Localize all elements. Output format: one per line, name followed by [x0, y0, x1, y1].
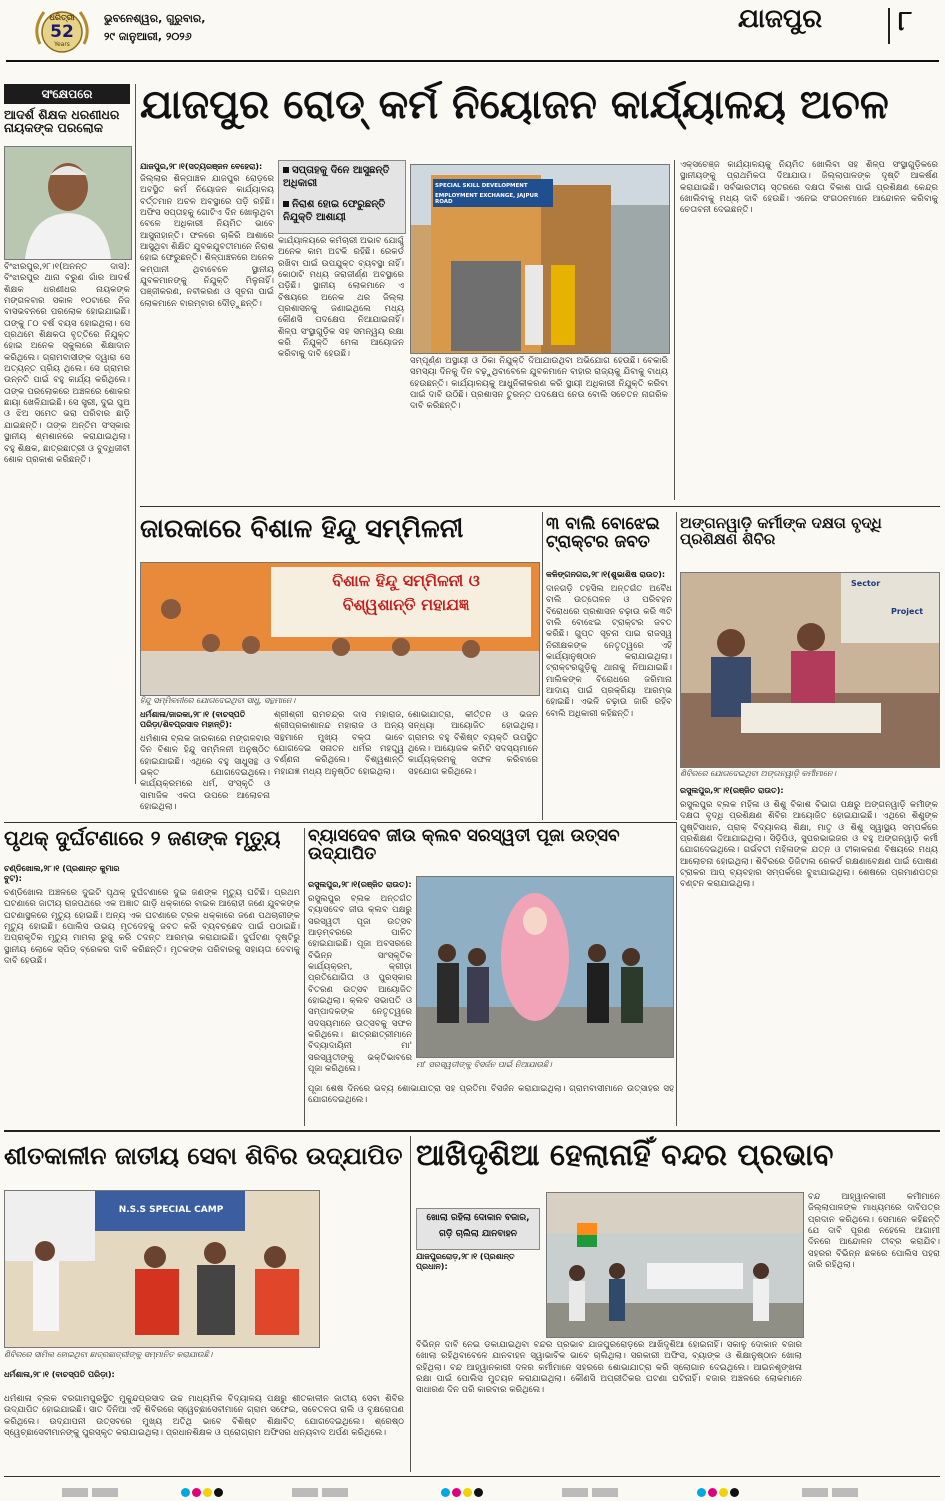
- obituary-photo: [4, 146, 132, 260]
- sammilani-body-col1: ଧର୍ମଶାଳା ବ୍ଲକ ଜାରକାରେ ମଙ୍ଗଳବାର ଦିନ ବିଶାଳ ହିନ୍ଦୁ ସମ୍ମିଳନୀ ଅନୁଷ୍ଠିତ ହୋଇଯାଇଛି। ଏଥିରେ ବହୁ ସାଧୁସନ୍ଥ ଓ ଭକ୍ତ ଯୋଗଦେଇଥିଲେ। କାର୍ଯ୍ୟକ୍ରମରେ ଧର୍ମ, ସଂସ୍କୃତି ଓ ସାମାଜିକ ଏକତା ଉପରେ ଆଲୋଚନା ହୋଇଥିଲା।: [140, 734, 270, 813]
- masthead: [0, 0, 945, 60]
- tractor-headline: ୩ ବାଲି ବୋଝେଇ ଟ୍ରାକ୍ଟର ଜବତ: [546, 514, 660, 552]
- years-label: Years: [54, 41, 70, 48]
- nss-headline: ଶୀତକାଳୀନ ଜାତୀୟ ସେବା ଶିବିର ଉଦ୍ଯାପିତ: [4, 1142, 403, 1170]
- bandh-subhead-box: [416, 1208, 540, 1250]
- anganwadi-photo-label-2: Project: [891, 607, 924, 616]
- puja-body-2: ପୂଜା ଶେଷ ଦିନରେ ଭବ୍ୟ ଶୋଭାଯାତ୍ରା ସହ ପ୍ରତିମା ବିସର୍ଜନ କରାଯାଇଥିଲା। ଗ୍ରାମବାସୀମାନେ ଉତ୍ସାହର ସହ ଯୋଗଦେଇଥିଲେ।: [308, 1084, 674, 1106]
- bandh-byline: ଯାଜପୁରରୋଡ଼,୨୮।୧ (ପ୍ରଶାନ୍ତ ପ୍ରଧାନ):: [416, 1252, 515, 1271]
- tractor-body: ଦାନଗଡ଼ି ତହସିଲ ଅନ୍ତର୍ଗତ ଅବୈଧ ବାଲି ଉତ୍ତୋଳନ ଓ ପରିବହନ ବିରୋଧରେ ପ୍ରଶାସନ ଚଢ଼ାଉ କରି ୩ଟି ବାଲି ବୋଝେଇ ଟ୍ରାକ୍ଟର ଜବତ କରିଛି। ଗୁପ୍ତ ସୂଚନା ପାଇ ରାଜସ୍ୱ ନିରୀକ୍ଷକଙ୍କ ନେତୃତ୍ୱରେ ଏହି କାର୍ଯ୍ୟାନୁଷ୍ଠାନ କରାଯାଇଥିଲା। ଟ୍ରାକ୍ଟରଗୁଡ଼ିକୁ ଥାନାକୁ ନିଆଯାଇଛି। ମାଲିକଙ୍କ ବିରୋଧରେ ଜରିମାନା ଆଦାୟ ପାଇଁ ପ୍ରକ୍ରିୟା ଆରମ୍ଭ ହୋଇଛି। ଏଭଳି ଚଢ଼ାଉ ଜାରି ରହିବ ବୋଲି ଅଧିକାରୀ କହିଛନ୍ତି।: [546, 584, 672, 719]
- puja-caption: ମା' ସରସ୍ୱତୀଙ୍କୁ ବିସର୍ଜନ ପାଇଁ ନିଆଯାଉଛି।: [416, 1060, 552, 1069]
- office-sign-line1: SPECIAL SKILL DEVELOPMENT: [435, 183, 528, 189]
- brief-headline: ଆଦର୍ଶ ଶିକ୍ଷକ ଧରଣୀଧର ନାୟକଙ୍କ ପରଲୋକ: [4, 107, 120, 136]
- column-rule: [674, 160, 675, 500]
- section-rule: [4, 822, 676, 823]
- anganwadi-body: ରସୁଲପୁର ବ୍ଲକ ମହିଳା ଓ ଶିଶୁ ବିକାଶ ବିଭାଗ ପକ୍ଷରୁ ଅଙ୍ଗନୱାଡ଼ି କର୍ମୀଙ୍କ ଦକ୍ଷତା ବୃଦ୍ଧି ପ୍ରଶିକ୍ଷଣ ଶିବିର ଆୟୋଜିତ ହୋଇଯାଇଛି। ଏଥିରେ ଶିଶୁଙ୍କ ପୁଷ୍ଟିସାଧନ, ପ୍ରାକ୍ ବିଦ୍ୟାଳୟ ଶିକ୍ଷା, ମାତୃ ଓ ଶିଶୁ ସ୍ୱାସ୍ଥ୍ୟ ସମ୍ପର୍କରେ ପ୍ରଶିକ୍ଷଣ ଦିଆଯାଇଥିଲା। ସିଡ଼ିପିଓ, ସୁପରଭାଇଜର ଓ ବହୁ ଅଙ୍ଗନୱାଡ଼ି କର୍ମୀ ଯୋଗଦେଇଥିଲେ। ଗର୍ଭବତୀ ମହିଳାଙ୍କ ଯତ୍ନ ଓ ଟୀକାକରଣ ବିଷୟରେ ମଧ୍ୟ ଆଲୋଚନା ହୋଇଥିଲା। ଶିବିରରେ ଡିଜିଟାଲ ରେକର୍ଡ ରକ୍ଷଣାବେକ୍ଷଣ ପାଇଁ ପୋଷଣ ଟ୍ରାକର ଆପ୍ ବ୍ୟବହାର ସମ୍ପର୍କରେ ବୁଝାଯାଇଥିଲା। ଶେଷରେ ପ୍ରମାଣପତ୍ର ବଣ୍ଟନ କରାଯାଇଥିଲା।: [680, 800, 938, 890]
- dateline-2: ୨୯ ଜାନୁଆରୀ, ୨୦୨୬: [104, 30, 192, 43]
- saraswati-idol-photo: [416, 876, 674, 1058]
- gray-bar-marks: [560, 1482, 620, 1501]
- lead-body-col1: ଜିଲ୍ଲାର ଶିଳ୍ପାଞ୍ଚଳ ଯାଜପୁର ରୋଡ଼ରେ ଅବସ୍ଥିତ କର୍ମ ନିୟୋଜନ କାର୍ଯ୍ୟାଳୟ ବର୍ତ୍ତମାନ ଅଚଳ ଅବସ୍ଥାରେ ପଡ଼ି ରହିଛି। ଅଫିସ ସପ୍ତାହକୁ ଗୋଟିଏ ଦିନ ଖୋଲୁଥିବା ବେଳେ ଅଧିକାରୀ ନିୟମିତ ଭାବେ ଆସୁନାହାନ୍ତି। ଫଳରେ ଚାକିରି ଆଶାରେ ଆସୁଥିବା ଶିକ୍ଷିତ ଯୁବକଯୁବତୀମାନେ ନିରାଶ ହୋଇ ଫେରୁଛନ୍ତି। ଶିଳ୍ପାଞ୍ଚଳରେ ଅନେକ କମ୍ପାନୀ ଥିବାବେଳେ ସ୍ଥାନୀୟ ଯୁବକମାନଙ୍କୁ ନିଯୁକ୍ତି ମିଳୁନାହିଁ। ପଞ୍ଜୀକରଣ, ନବୀକରଣ ଓ ସୂଚନା ପାଇଁ ଲୋକମାନେ ବାରମ୍ବାର ଦୌଡ଼ୁଛନ୍ତି।: [140, 174, 274, 309]
- years-number: 52: [50, 22, 74, 42]
- bandh-rally-photo: [546, 1192, 804, 1338]
- cmyk-dots-icon: [440, 1482, 484, 1501]
- section-title: ଯାଜପୁର: [738, 4, 823, 34]
- puja-headline: ବ୍ୟାସଦେବ ଜୀଉ କ୍ଲବ ସରସ୍ୱତୀ ପୂଜା ଉତ୍ସବ ଉଦ୍ଯାପିତ: [308, 826, 620, 864]
- bullet-square-icon: [283, 167, 289, 173]
- highlight-item-2: [283, 199, 401, 224]
- anganwadi-headline: ଅଙ୍ଗନୱାଡ଼ି କର୍ମୀଙ୍କ ଦକ୍ଷତା ବୃଦ୍ଧି ପ୍ରଶିକ୍ଷଣ ଶିବିର: [680, 514, 882, 548]
- sammilani-body-col2: ଶ୍ରୀଶ୍ରୀ ରାମଚନ୍ଦ୍ର ଦାସ ମହାରାଜ, ଶ୍ରୀପ୍ରକାଶାନନ୍ଦ ମହାରାଜ ଓ ଅନ୍ୟ ସନ୍ଥମାନେ ମୁଖ୍ୟ ବକ୍ତା ଭାବେ ଯୋଗଦେଇ ସନାତନ ଧର୍ମର ମହତ୍ତ୍ୱ ବର୍ଣ୍ଣନା କରିଥିଲେ। ବିଶ୍ୱଶାନ୍ତି ମହାଯଜ୍ଞ ମଧ୍ୟ ଅନୁଷ୍ଠିତ ହୋଇଥିଲା।: [274, 710, 404, 777]
- accident-byline: ଚଣ୍ଡିଖୋଲ,୨୮।୧ (ପ୍ରଶାନ୍ତ କୁମାର ବୁଟ):: [4, 864, 120, 883]
- bullet-square-icon: [283, 201, 289, 207]
- dateline-1: ଭୁବନେଶ୍ୱର, ଗୁରୁବାର,: [104, 12, 206, 25]
- brief-body: ବିଂଝାରପୁର,୨୮।୧(ଅନନ୍ତ ଦାସ): ବିଂଝାରପୁର ଥାନା ବରୁଣ ଗାଁର ଆଦର୍ଶ ଶିକ୍ଷକ ଧରଣୀଧର ନାୟକଙ୍କ ମଙ୍ଗଳବାର ସକାଳ ୧୦ଟାରେ ନିଜ ବାସଭବନରେ ପରଲୋକ ହୋଇଯାଇଛି। ତାଙ୍କୁ ୮୦ ବର୍ଷ ବୟସ ହୋଇଥିଲା। ସେ ପ୍ରଥମେ ଶିକ୍ଷକତା ବୃତ୍ତିରେ ନିଯୁକ୍ତ ହୋଇ ଅନେକ ସ୍କୁଲରେ ଶିକ୍ଷାଦାନ କରିଥିଲେ। ଗ୍ରାମବାସୀଙ୍କ ଦ୍ୱାରା ସେ ଅତ୍ୟନ୍ତ ପ୍ରିୟ ଥିଲେ। ସେ ଗ୍ରାମର ଉନ୍ନତି ପାଇଁ ବହୁ କାର୍ଯ୍ୟ କରିଥିଲେ। ତାଙ୍କ ପରଲୋକରେ ଅଞ୍ଚଳରେ ଶୋକର ଛାୟା ଖେଳିଯାଇଛି। ସେ ସ୍ତ୍ରୀ, ଦୁଇ ପୁଅ ଓ ଝିଅ ସମେତ ଭରା ପରିବାର ଛାଡ଼ି ଯାଇଛନ୍ତି। ତାଙ୍କ ଅନ୍ତିମ ସଂସ୍କାର ସ୍ଥାନୀୟ ଶ୍ମଶାନରେ କରାଯାଇଥିଲା। ବହୁ ଶିକ୍ଷକ, ଛାତ୍ରଛାତ୍ରୀ ଓ ବୁଦ୍ଧିଜୀବୀ ଶୋକ ପ୍ରକାଶ କରିଛନ୍ତି।: [4, 262, 130, 465]
- masthead-rule: [6, 60, 939, 62]
- column-rule: [304, 828, 305, 1126]
- lead-body-col4: ଏକ୍ସଚେଞ୍ଜ କାର୍ଯ୍ୟାଳୟକୁ ନିୟମିତ ଖୋଲିବା ସହ ଶିଳ୍ପ ସଂସ୍ଥାଗୁଡ଼ିକରେ ସ୍ଥାନୀୟଙ୍କୁ ପ୍ରାଥମିକତା ଦିଆଯାଉ। ଜିଲ୍ଲାପାଳଙ୍କ ଦୃଷ୍ଟି ଆକର୍ଷଣ କରାଯାଇଛି। ସର୍ବଭାରତୀୟ ସ୍ତରରେ ଦକ୍ଷତା ବିକାଶ ପାଇଁ ପ୍ରଶିକ୍ଷଣ କେନ୍ଦ୍ର ଖୋଲିବାକୁ ମଧ୍ୟ ଦାବି ହେଉଛି। ଏନେଇ ସଂଗଠନମାନେ ଆନ୍ଦୋଳନ କରିବାକୁ ଚେତାବନୀ ଦେଇଛନ୍ତି।: [680, 160, 938, 216]
- employment-office-photo: [410, 164, 670, 354]
- footer-rule: [4, 1476, 940, 1477]
- anganwadi-photo: [680, 572, 940, 768]
- anganwadi-caption: ଶିବିରରେ ଯୋଗଦେଇଥିବା ଅଙ୍ଗନୱାଡ଼ି କର୍ମୀମାନେ।: [680, 769, 836, 778]
- lead-body-col3: ସମ୍ପୂର୍ଣ୍ଣ ଅସ୍ଥାୟୀ ଓ ଠିକା ନିଯୁକ୍ତି ଦିଆଯାଉଥିବା ଅଭିଯୋଗ ହେଉଛି। ବେକାରି ସମସ୍ୟା ଦିନକୁ ଦିନ ବଢ଼ୁଥିବାବେଳେ ଯୁବକମାନେ ବାହାର ରାଜ୍ୟକୁ ଯିବାକୁ ବାଧ୍ୟ ହେଉଛନ୍ତି। କାର୍ଯ୍ୟାଳୟକୁ ଆଧୁନିକୀକରଣ କରି ସ୍ଥାୟୀ ଅଧିକାରୀ ନିଯୁକ୍ତି କରିବା ପାଇଁ ଦାବି ଉଠିଛି। ପ୍ରଶାସନ ତୁରନ୍ତ ପଦକ୍ଷେପ ନେଉ ବୋଲି ସଚେତନ ନାଗରିକ ଦାବି କରିଛନ୍ତି।: [410, 356, 668, 412]
- publication-logo: [30, 4, 94, 56]
- print-registration-marks: [0, 1482, 945, 1494]
- sammilani-banner-1: ବିଶାଳ ହିନ୍ଦୁ ସମ୍ମିଳନୀ ଓ: [332, 571, 480, 590]
- column-rule: [676, 512, 677, 820]
- lead-headline: ଯାଜପୁର ରୋଡ୍ କର୍ମ ନିୟୋଜନ କାର୍ଯ୍ୟାଳୟ ଅଚଳ: [140, 82, 889, 128]
- column-rule: [135, 84, 136, 784]
- nss-caption: ଶିବିରରେ ସାମିଲ ହୋଇଥିବା ଛାତ୍ରଛାତ୍ରୀଙ୍କୁ ସମ୍ମାନିତ କରାଯାଉଛି।: [4, 1350, 213, 1359]
- accident-headline: ପୃଥକ୍ ଦୁର୍ଘଟଣାରେ ୨ ଜଣଙ୍କ ମୃତ୍ୟୁ: [4, 826, 281, 850]
- sammilani-headline: ଜାରକାରେ ବିଶାଳ ହିନ୍ଦୁ ସମ୍ମିଳନୀ: [140, 514, 464, 544]
- cmyk-dots-icon: [180, 1482, 224, 1501]
- column-rule: [410, 1136, 411, 1472]
- sammilani-caption: ହିନ୍ଦୁ ସମ୍ମିଳନୀରେ ଯୋଗଦେଇଥିବା ସାଧୁ, ସନ୍ଥମାନେ।: [140, 696, 296, 705]
- bandh-subhead-2: ଗଡ଼ି ଚାଲିଲା ଯାନବାହନ: [438, 1229, 517, 1239]
- puja-body: ରସୁଲପୁର ବ୍ଲକ ଅନ୍ତର୍ଗତ ବ୍ୟାସଦେବ ଜୀଉ କ୍ଲବ ପକ୍ଷରୁ ସରସ୍ୱତୀ ପୂଜା ଉତ୍ସବ ଆଡ଼ମ୍ବରରେ ପାଳିତ ହୋଇଯାଇଛି। ପୂଜା ଅବସରରେ ବିଭିନ୍ନ ସାଂସ୍କୃତିକ କାର୍ଯ୍ୟକ୍ରମ, କ୍ରୀଡ଼ା ପ୍ରତିଯୋଗିତା ଓ ପୁରସ୍କାର ବିତରଣ ଉତ୍ସବ ଆୟୋଜିତ ହୋଇଥିଲା। କ୍ଲବ ସଭାପତି ଓ ସମ୍ପାଦକଙ୍କ ନେତୃତ୍ୱରେ ସଦସ୍ୟମାନେ ଉତ୍ସବକୁ ସଫଳ କରିଥିଲେ। ଛାତ୍ରଛାତ୍ରୀମାନେ ବିଦ୍ୟାଦାୟିନୀ ମା' ସରସ୍ୱତୀଙ୍କୁ ଭକ୍ତିଭାବରେ ପୂଜା କରିଥିଲେ।: [308, 894, 412, 1075]
- highlight-text-1: ସପ୍ତାହକୁ ଦିନେ ଆସୁଛନ୍ତି ଅଧିକାରୀ: [283, 165, 390, 189]
- lead-highlight-box: [278, 160, 406, 234]
- page-number: ୮: [898, 4, 913, 37]
- gray-bar-marks: [290, 1482, 350, 1501]
- brief-tag: ସଂକ୍ଷେପରେ: [4, 84, 130, 104]
- masthead-divider: [888, 8, 890, 44]
- cmyk-dots-icon: [696, 1482, 740, 1501]
- sammilani-byline: ଧର୍ମଶାଳା/ଜାରକା,୨୮।୧ (ବାଚସ୍ପତି ପରିଡ଼ା/ଶିବପ୍ରସାଦ ମହାନ୍ତି):: [140, 710, 246, 729]
- bandh-headline: ଆଖିଦୃଶିଆ ହେଲାନାହିଁ ବନ୍ଦର ପ୍ରଭାବ: [416, 1138, 834, 1173]
- section-rule: [140, 506, 940, 507]
- sammilani-photo: [140, 562, 540, 696]
- highlight-item-1: [283, 165, 401, 190]
- highlight-text-2: ନିରାଶ ହୋଇ ଫେରୁଛନ୍ତି ନିଯୁକ୍ତି ଆଶାୟୀ: [283, 199, 386, 223]
- accident-body: ଚଣ୍ଡିଖୋଲ ଅଞ୍ଚଳରେ ଦୁଇଟି ପୃଥକ୍ ଦୁର୍ଘଟଣାରେ ଦୁଇ ଜଣଙ୍କ ମୃତ୍ୟୁ ଘଟିଛି। ପ୍ରଥମ ଘଟଣାରେ ଜାତୀୟ ରାଜପଥରେ ଏକ ଅଜ୍ଞାତ ଗାଡ଼ି ଧକ୍କାରେ ବାଇକ ଆରୋହୀ ଜଣେ ଯୁବକଙ୍କ ଘଟଣାସ୍ଥଳରେ ମୃତ୍ୟୁ ହୋଇଛି। ଅନ୍ୟ ଏକ ଘଟଣାରେ ଟ୍ରକ ଧକ୍କାରେ ଜଣେ ପଥଚାରୀଙ୍କ ମୃତ୍ୟୁ ହୋଇଛି। ପୋଲିସ ଉଭୟ ମୃତଦେହକୁ ଜବତ କରି ବ୍ୟବଚ୍ଛେଦ ପାଇଁ ପଠାଇଛି। ଅପ୍ରାକୃତିକ ମୃତ୍ୟୁ ମାମଲା ରୁଜୁ କରି ତଦନ୍ତ ଆରମ୍ଭ କରାଯାଇଛି। ଦୁର୍ଘଟଣା ଦୃଷ୍ଟିରୁ ସ୍ଥାନୀୟ ଲୋକେ ସ୍ପିଡ୍ ବ୍ରେକର ଦାବି କରିଛନ୍ତି। ମୃତକଙ୍କ ପରିବାରକୁ ସହାୟତା ଦେବାକୁ ଦାବି ହେଉଛି।: [4, 888, 300, 967]
- anganwadi-photo-label-1: Sector: [851, 579, 881, 588]
- gray-bar-marks: [800, 1482, 860, 1501]
- lead-body-col2: କାର୍ଯ୍ୟାଳୟରେ କର୍ମଚାରୀ ଅଭାବ ଯୋଗୁଁ ଅନେକ କାମ ଅଟକି ରହିଛି। ରେକର୍ଡ ରଖିବା ପାଇଁ ଉପଯୁକ୍ତ ବ୍ୟବସ୍ଥା ନାହିଁ। କୋଠାଟି ମଧ୍ୟ ଜରାଜୀର୍ଣ୍ଣ ଅବସ୍ଥାରେ ପଡ଼ିଛି। ସ୍ଥାନୀୟ ଲୋକମାନେ ଏ ବିଷୟରେ ଅନେକ ଥର ଜିଲ୍ଲା ପ୍ରଶାସନକୁ ଜଣାଇଥିଲେ ମଧ୍ୟ କୌଣସି ପଦକ୍ଷେପ ନିଆଯାଇନାହିଁ। ଶିଳ୍ପ ସଂସ୍ଥାଗୁଡ଼ିକ ସହ ସମନ୍ୱୟ ରକ୍ଷା କରି ନିଯୁକ୍ତି ମେଳା ଆୟୋଜନ କରିବାକୁ ଦାବି ହେଉଛି।: [278, 236, 404, 360]
- nss-body: ଧର୍ମଶାଳା ବ୍ଲକ ବରଗାମପୁରସ୍ଥିତ ମୁକୁନ୍ଦପ୍ରସାଦ ଉଚ୍ଚ ମାଧ୍ୟମିକ ବିଦ୍ୟାଳୟ ପକ୍ଷରୁ ଶୀତକାଳୀନ ଜାତୀୟ ସେବା ଶିବିର ଉଦ୍ଯାପିତ ହୋଇଯାଇଛି। ସାତ ଦିନିଆ ଏହି ଶିବିରରେ ସ୍ୱେଚ୍ଛାସେବୀମାନେ ଗ୍ରାମ ସଫେଇ, ସଚେତନତା ରାଲି ଓ ବୃକ୍ଷରୋପଣ କରିଥିଲେ। ଉଦ୍ଯାପନୀ ଉତ୍ସବରେ ମୁଖ୍ୟ ଅତିଥି ଭାବେ ବିଶିଷ୍ଟ ଶିକ୍ଷାବିତ୍ ଯୋଗଦେଇଥିଲେ। ଶ୍ରେଷ୍ଠ ସ୍ୱେଚ୍ଛାସେବୀମାନଙ୍କୁ ପୁରସ୍କୃତ କରାଯାଇଥିଲା। ପ୍ରଧାନଶିକ୍ଷକ ଓ ପ୍ରୋଗ୍ରାମ ଅଫିସର ଧନ୍ୟବାଦ ଅର୍ପଣ କରିଥିଲେ।: [4, 1394, 404, 1439]
- nss-camp-photo: [4, 1190, 320, 1348]
- bandh-body: ବିଭିନ୍ନ ଦାବି ନେଇ ଡକାଯାଇଥିବା ବନ୍ଦର ପ୍ରଭାବ ଯାଜପୁରରୋଡ଼ରେ ଆଖିଦୃଶିଆ ହୋଇନାହିଁ। ସକାଳୁ ଦୋକାନ ବଜାର ଖୋଲା ରହିଥିବାବେଳେ ଯାନବାହନ ସ୍ୱାଭାବିକ ଭାବେ ଚାଲିଥିଲା। ସରକାରୀ ଅଫିସ, ବ୍ୟାଙ୍କ ଓ ଶିକ୍ଷାନୁଷ୍ଠାନ ଖୋଲା ରହିଥିଲା। ବନ୍ଦ ଆହ୍ୱାନକାରୀ ଦଳର କର୍ମୀମାନେ ସହରରେ ଶୋଭାଯାତ୍ରା କରି ସ୍ଲୋଗାନ ଦେଇଥିଲେ। ଆଇନଶୃଙ୍ଖଳା ରକ୍ଷା ପାଇଁ ପୋଲିସ ମୁତୟନ କରାଯାଇଥିଲା। କୌଣସି ଅପ୍ରୀତିକର ଘଟଣା ଘଟିନାହିଁ। ବଜାର ଅଞ୍ଚଳରେ ଲୋକମାନେ ସାଧାରଣ ଦିନ ପରି କାରବାର କରିଥିଲେ।: [416, 1340, 802, 1396]
- column-rule: [542, 512, 543, 820]
- tractor-byline: କଳିଙ୍ଗନଗର,୨୮।୧(ଶୁଭାଶିଷ ରାଉତ):: [546, 570, 666, 579]
- nss-banner: N.S.S SPECIAL CAMP: [118, 1205, 224, 1215]
- sammilani-banner-2: ବିଶ୍ୱଶାନ୍ତି ମହାଯଜ୍ଞ: [342, 595, 470, 614]
- nss-byline: ଧର୍ମଶାଳା,୨୮।୧ (ବାଚସ୍ପତି ପରିଡ଼ା):: [4, 1370, 115, 1379]
- puja-byline: ରସୁଲପୁର,୨୮।୧(ରଞ୍ଜିତ ରାଉତ):: [308, 880, 412, 889]
- office-sign-line2: EMPLOYMENT EXCHANGE, JAJPUR ROAD: [435, 193, 539, 205]
- section-rule: [4, 1130, 940, 1132]
- bandh-subhead-1: ଖୋଲା ରହିଲା ଦୋକାନ ବଜାର,: [426, 1213, 530, 1223]
- sammilani-body-col3: ଶୋଭାଯାତ୍ରା, କୀର୍ତ୍ତନ ଓ ଭଜନ ସନ୍ଧ୍ୟା ଆୟୋଜିତ ହୋଇଥିଲା। ଗ୍ରାମର ବହୁ ବିଶିଷ୍ଟ ବ୍ୟକ୍ତି ଉପସ୍ଥିତ ଥିଲେ। ଆୟୋଜକ କମିଟି ସଦସ୍ୟମାନେ କାର୍ଯ୍ୟକ୍ରମକୁ ସଫଳ କରିବାରେ ସହଯୋଗ କରିଥିଲେ।: [408, 710, 538, 777]
- lead-byline: ଯାଜପୁର,୨୮।୧(ସତ୍ୟରଞ୍ଜନ ବେହେରା):: [140, 162, 263, 171]
- column-rule: [676, 822, 677, 1126]
- anganwadi-byline: ରସୁଲପୁର,୨୮।୧(ରଞ୍ଜିତ ରାଉତ):: [680, 786, 784, 795]
- bandh-body-2: ବନ୍ଦ ଆହ୍ୱାନକାରୀ କର୍ମୀମାନେ ଜିଲ୍ଲାପାଳଙ୍କ ମାଧ୍ୟମରେ ଦାବିପତ୍ର ପ୍ରଦାନ କରିଥିଲେ। ସେମାନେ କହିଛନ୍ତି ଯେ ଦାବି ପୂରଣ ନହେଲେ ଆଗାମୀ ଦିନରେ ଆନ୍ଦୋଳନ ତୀବ୍ର କରାଯିବ। ସହରର ବିଭିନ୍ନ ଛକରେ ପୋଲିସ ପହରା ଜାରି ରହିଥିଲା।: [808, 1192, 940, 1271]
- logo-text: ଧରିତ୍ରୀ: [49, 13, 75, 22]
- gray-bar-marks: [60, 1482, 120, 1501]
